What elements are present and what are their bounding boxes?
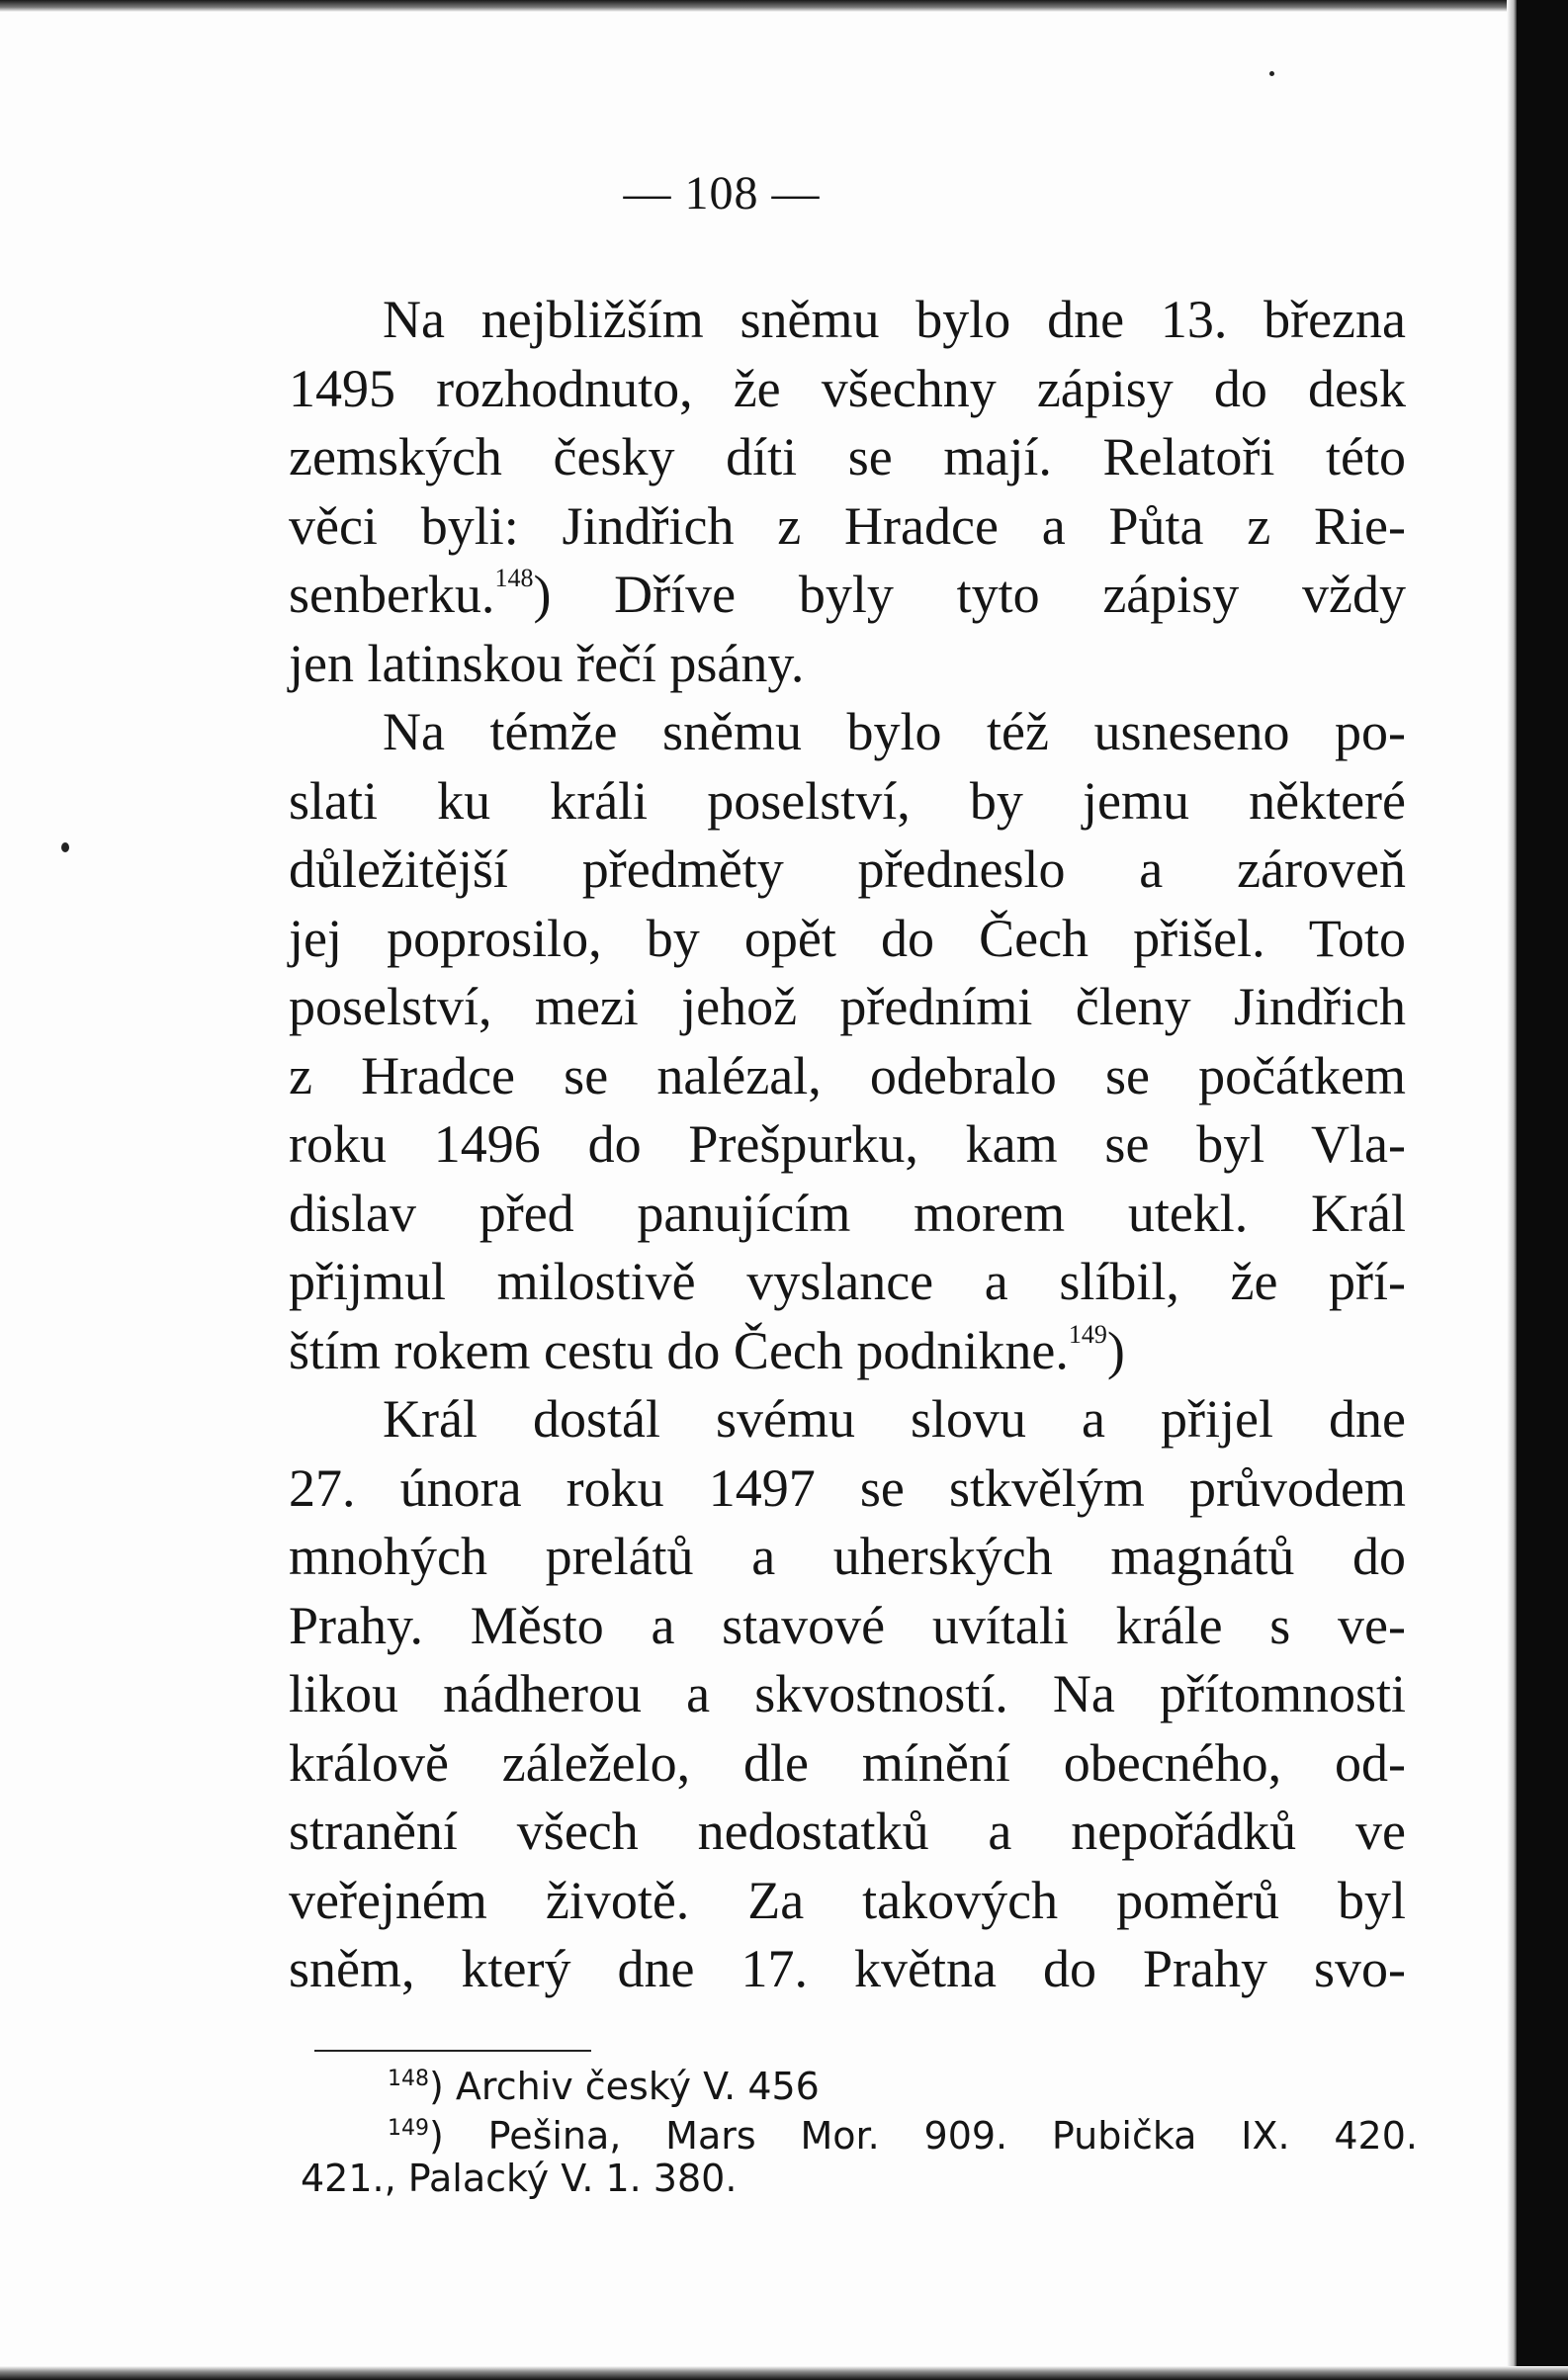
ink-speck: [1269, 71, 1274, 76]
footnote-divider: [314, 2050, 591, 2052]
text-line: Na nejbližším sněmu bylo dne 13. března: [383, 290, 1406, 349]
footnote-mark: 148: [388, 2067, 429, 2091]
text-line-with-note-149: [289, 1317, 1406, 1386]
text-line: slati ku králi poselství, by jemu některé: [289, 770, 1406, 831]
text-line: jen latinskou řečí psány.: [289, 633, 805, 693]
text-line: stranění všech nedostatků a nepořádků ve: [289, 1802, 1406, 1861]
footnotes: [301, 2055, 1418, 2203]
text-line: veřejném životě. Za takových poměrů byl: [289, 1870, 1406, 1930]
page-number: — 108 —: [623, 167, 821, 220]
footnote-text: ) Pešina, Mars Mor. 909. Pubička IX. 420.: [429, 2114, 1418, 2158]
footnote-149-continued: 421., Palacký V. 1. 380.: [301, 2157, 738, 2200]
text-line: Na témže sněmu bylo též usneseno po-: [383, 702, 1406, 761]
text-line: 27. února roku 1497 se stkvělým průvodem: [289, 1457, 1406, 1518]
footnote-ref-148: 148: [494, 564, 534, 592]
text-line: zemských česky díti se mají. Relatoři této: [289, 427, 1406, 486]
footnote-mark: 149: [388, 2116, 429, 2141]
text-line: důležitější předměty předneslo a zároveň: [289, 839, 1406, 899]
text-line: Prahy. Město a stavové uvítali krále s ve-: [289, 1595, 1406, 1655]
text-line: z Hradce se nalézal, odebralo se počátkem: [289, 1045, 1406, 1105]
text-line: sněm, který dne 17. května do Prahy svo-: [289, 1939, 1406, 1998]
scan-edge-right: [1517, 0, 1568, 2380]
footnote-ref-149: 149: [1068, 1319, 1107, 1349]
text-line: věci byli: Jindřich z Hradce a Půta z Rie-: [289, 495, 1406, 556]
text-line: 1495 rozhodnuto, že všechny zápisy do desk: [289, 358, 1406, 418]
text-line: Král dostál svému slovu a přijel dne: [383, 1389, 1406, 1449]
scan-edge-shadow: [1507, 0, 1517, 2380]
text-line-with-note-148: [289, 561, 1406, 630]
text-fragment: ): [1106, 1320, 1125, 1380]
footnote-text: ) Archiv český V. 456: [429, 2065, 820, 2108]
text-fragment: štím rokem cestu do Čech podnikne.: [289, 1320, 1069, 1380]
text-fragment: ) Dříve byly tyto zápisy vždy: [533, 565, 1406, 624]
text-line: přijmul milostivě vyslance a slíbil, že pří-: [289, 1252, 1406, 1311]
text-line: poselství, mezi jehož předními členy Jindřich: [289, 977, 1406, 1036]
text-line: dislav před panujícím morem utekl. Král: [289, 1183, 1406, 1243]
footnote-149: [301, 2104, 1418, 2158]
text-line: královĕ záleželo, dle mínění obecného, od-: [289, 1732, 1406, 1793]
text-line: jej poprosilo, by opět do Čech přišel. Toto: [289, 908, 1406, 968]
text-line: likou nádherou a skvostností. Na přítomnosti: [289, 1664, 1406, 1723]
footnote-148: [301, 2055, 1418, 2108]
text-fragment: senberku.: [289, 565, 495, 624]
body-text: [289, 286, 1406, 2004]
ink-speck: [61, 842, 69, 852]
scan-edge-bottom: [0, 2366, 1568, 2380]
scan-edge-top: [0, 0, 1568, 12]
text-line: roku 1496 do Prešpurku, kam se byl Vla-: [289, 1114, 1406, 1174]
text-line: mnohých prelátů a uherských magnátů do: [289, 1527, 1406, 1586]
